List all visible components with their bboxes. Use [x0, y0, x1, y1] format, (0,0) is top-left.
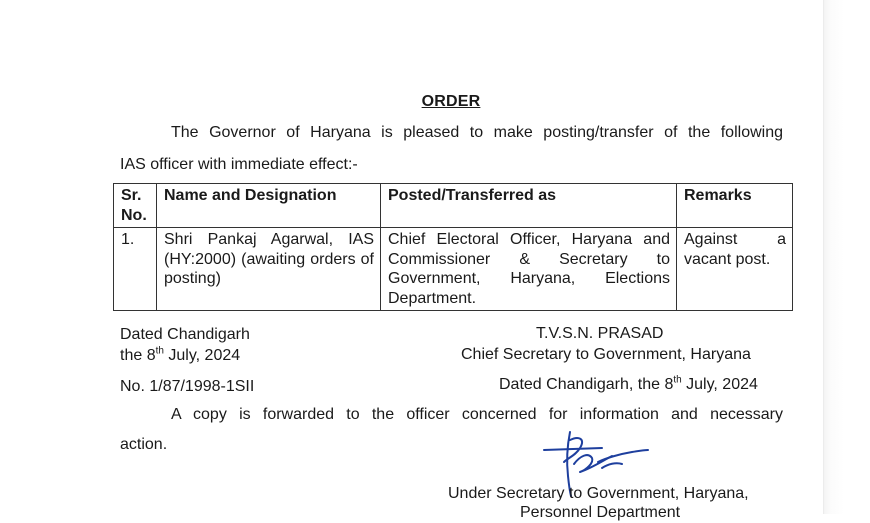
endorsement-date-sup: th [673, 374, 682, 386]
cell-sr: 1. [114, 228, 157, 311]
page-edge [823, 0, 870, 514]
intro-line-2: IAS officer with immediate effect:- [120, 156, 358, 173]
intro-line-1: The Governor of Haryana is pleased to make posting/transfer of the following [171, 124, 783, 141]
order-title: ORDER [421, 93, 481, 110]
cell-name: Shri Pankaj Agarwal, IAS (HY:2000) (awaiting orders of posting) [157, 228, 381, 311]
dated-date-prefix: the 8 [120, 347, 156, 364]
endorsement-date-suffix: July, 2024 [681, 376, 758, 393]
dated-place: Dated Chandigarh [120, 326, 250, 343]
under-secretary-designation: Under Secretary to Government, Haryana, [448, 485, 749, 502]
endorsement-date [499, 375, 758, 395]
header-posted-as: Posted/Transferred as [381, 184, 677, 228]
table-row [114, 228, 793, 311]
copy-line-2: action. [120, 436, 168, 453]
table-header-row [114, 184, 793, 228]
cell-remarks: Against a vacant post. [677, 228, 793, 311]
copy-line-1: A copy is forwarded to the officer concerned for information and necessary [171, 406, 783, 423]
dated-date-suffix: July, 2024 [163, 347, 241, 364]
header-remarks: Remarks [677, 184, 793, 228]
posting-table [113, 183, 793, 311]
endorsement-number: No. 1/87/1998-1SII [120, 378, 255, 395]
endorsement-date-prefix: Dated Chandigarh, the 8 [499, 376, 674, 393]
signatory-name: T.V.S.N. PRASAD [536, 325, 664, 342]
cell-posted: Chief Electoral Officer, Haryana and Commissioner & Secretary to Government, Haryana, Elections Department. [381, 228, 677, 311]
header-name-designation: Name and Designation [157, 184, 381, 228]
header-sr-no: Sr. No. [114, 184, 157, 228]
department-name: Personnel Department [520, 504, 681, 521]
dated-date-sup: th [155, 345, 164, 357]
dated-date [120, 346, 240, 366]
signatory-designation: Chief Secretary to Government, Haryana [461, 346, 751, 363]
